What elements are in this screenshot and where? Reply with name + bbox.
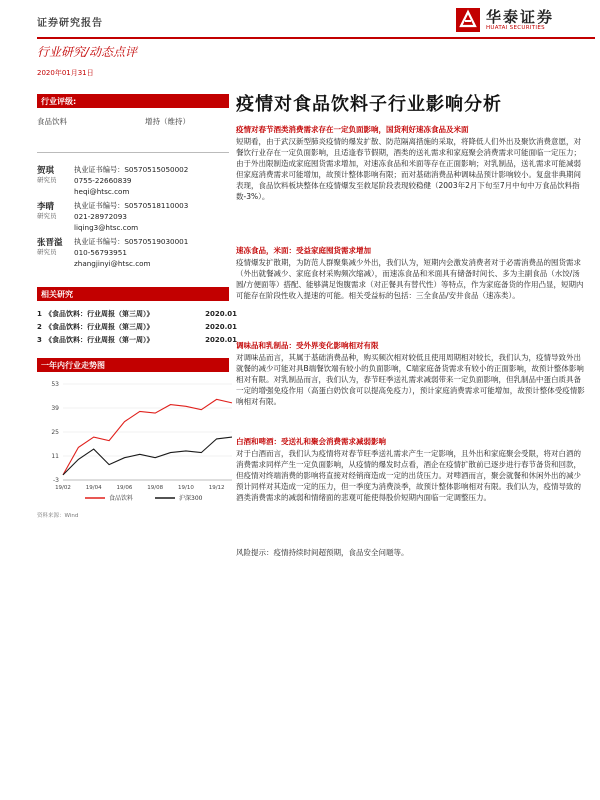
x-tick-label: 19/08 (147, 485, 164, 491)
analyst-name: 李晴 (37, 202, 55, 212)
legend-label: 沪深300 (179, 495, 203, 502)
brand-logo (456, 6, 596, 34)
analyst-email[interactable]: heqi@htsc.com (74, 187, 130, 196)
section-heading: 调味品和乳制品：受外界变化影响相对有限 (236, 341, 379, 350)
divider (37, 152, 229, 153)
analyst-role: 研究员 (37, 212, 57, 220)
logo-name-en: HUATAI SECURITIES (486, 25, 545, 31)
section-heading: 速冻食品，米面：受益家庭囤货需求增加 (236, 246, 371, 255)
list-item[interactable] (37, 321, 237, 334)
analyst-role: 研究员 (37, 176, 57, 184)
analyst-name: 张晋溢 (37, 238, 63, 248)
analyst-cert: 执业证书编号：S0570518110003 (74, 201, 189, 210)
y-tick-label: -3 (53, 477, 59, 484)
section-body: 对于白酒而言，我们认为疫情将对春节旺季送礼需求产生一定影响，且外出和家庭聚会受限，将对白酒的消费需求同样产生一定负面影响，从疫情的爆发时点看，酒企在疫情扩散前已逐步进行春节备货和回款，但疫情对终端消费的影响将直接对经销商造成一定的出货压力。对啤酒而言，聚会就餐和休闲外出的减少预计同样对其造成一定的压力，但一季度为消费淡季，故预计整体影响相对有限。我们认为，疫情导致的酒类消费需求的减弱和情绪面的悲观可能使得股价短期内面临一定调整压力。 (236, 449, 581, 503)
item-title: 《食品饮料：行业周报（第一周）》 (45, 336, 154, 344)
analyst-name: 贺琪 (37, 166, 55, 176)
section-heading: 疫情对春节酒类消费需求存在一定负面影响，国货利好速冻食品及米面 (236, 125, 469, 134)
item-date: 2020.01 (205, 336, 237, 344)
item-number: 3 (37, 336, 42, 344)
y-tick-label: 39 (51, 405, 59, 412)
analyst-phone: 0755-22660839 (74, 176, 132, 185)
x-tick-label: 19/12 (208, 485, 225, 491)
list-item[interactable] (37, 308, 237, 321)
risk-note: 风险提示：疫情持续时间超预期，食品安全问题等。 (236, 548, 409, 557)
y-tick-label: 25 (51, 429, 59, 436)
analyst-cert: 执业证书编号：S0570515050002 (74, 165, 189, 174)
y-tick-label: 53 (51, 381, 59, 388)
analyst-cert: 执业证书编号：S0570519030001 (74, 237, 189, 246)
item-number: 1 (37, 310, 42, 318)
related-heading: 相关研究 (37, 287, 229, 301)
logo-name-cn: 华泰证券 (486, 8, 555, 26)
huatai-logo-icon (456, 8, 480, 32)
page-title: 疫情对食品饮料子行业影响分析 (236, 94, 502, 115)
list-item[interactable] (37, 334, 237, 347)
analyst-phone: 021-28972093 (74, 212, 127, 221)
section-body: 短期看，由于武汉新型肺炎疫情的爆发扩散、防范隔离措施的采取，将降低人们外出及聚饮消费意愿，对餐饮行业存在一定负面影响，且适逢春节假期，酒类的送礼需求和家庭聚会消费需求可能面临一定压力；由于外出限制造成家庭囤货需求增加，对速冻食品和米面等存在正面影响；对乳制品，送礼需求可能减弱但家庭消费需求可能增加，故预计整体影响有限；而对基础消费品种调味品预计影响较小。复盘非典期间表现，食品饮料板块整体在疫情爆发至救尾阶段表现较稳健（2003年2月下旬至7月中旬中万食品饮料指数-3%）。 (236, 137, 581, 202)
section-heading: 白酒和啤酒：受送礼和聚会消费需求减弱影响 (236, 437, 386, 446)
x-tick-label: 19/02 (55, 485, 71, 491)
section-body: 对调味品而言，其属于基础消费品种，购买频次相对较低且使用周期相对较长，我们认为，疫情导致外出就餐的减少可能对具B端餐饮端有较小的负面影响，C端家庭备货需求有较小的正面影响，故预计整体影响相对有限。对乳制品而言，我们认为，春节旺季送礼需求减弱带来一定负面影响，但乳制品中蛋白质具备一定的增强免疫作用（高蛋白奶饮食可以提高免疫力），预计家庭消费需求可能增加，故预计整体受疫情影响相对有限。 (236, 353, 585, 407)
chart-heading: 一年内行业走势图 (37, 358, 229, 372)
rating-row (37, 116, 229, 127)
analyst-phone: 010-56793951 (74, 248, 127, 257)
series-line-1 (63, 399, 232, 475)
doc-type-label: 证券研究报告 (37, 18, 103, 29)
legend-label: 食品饮料 (109, 495, 134, 502)
industry-rating: 增持（维持） (145, 117, 190, 126)
related-list (37, 308, 237, 347)
report-category: 行业研究/动态点评 (37, 45, 138, 59)
y-tick-label: 11 (51, 453, 59, 460)
item-date: 2020.01 (205, 310, 237, 318)
analyst-email[interactable]: zhangjinyi@htsc.com (74, 259, 151, 268)
item-title: 《食品饮料：行业周报（第三周）》 (45, 323, 154, 331)
x-tick-label: 19/04 (85, 485, 102, 491)
industry-name: 食品饮料 (37, 117, 67, 126)
analyst-role: 研究员 (37, 248, 57, 256)
item-date: 2020.01 (205, 323, 237, 331)
x-tick-label: 19/10 (177, 485, 194, 491)
header-rule (37, 37, 595, 39)
analyst-email[interactable]: liqing3@htsc.com (74, 223, 139, 232)
item-title: 《食品饮料：行业周报（第三周）》 (45, 310, 154, 318)
rating-heading: 行业评级: (37, 94, 229, 108)
chart-source: 资料来源：Wind (37, 513, 79, 519)
x-tick-label: 19/06 (116, 485, 133, 491)
industry-trend-chart (37, 376, 237, 506)
section-body: 疫情爆发扩散期，为防范人群聚集减少外出，我们认为，短期内会激发消费者对于必需消费品的囤货需求（外出就餐减少、家庭食材采购频次缩减），而速冻食品和米面具有储备时间长、多为主副食品（水饺/汤圆/方便面等）搭配、能够满足饱腹需求（对正餐具有替代性）等特点，作为家庭备货的作用凸显，短期内可能存在阶段性收入提速的可能。相关受益标的包括：三全食品/安井食品（速冻类）。 (236, 258, 584, 301)
report-date: 2020年01月31日 (37, 69, 94, 77)
item-number: 2 (37, 323, 42, 331)
